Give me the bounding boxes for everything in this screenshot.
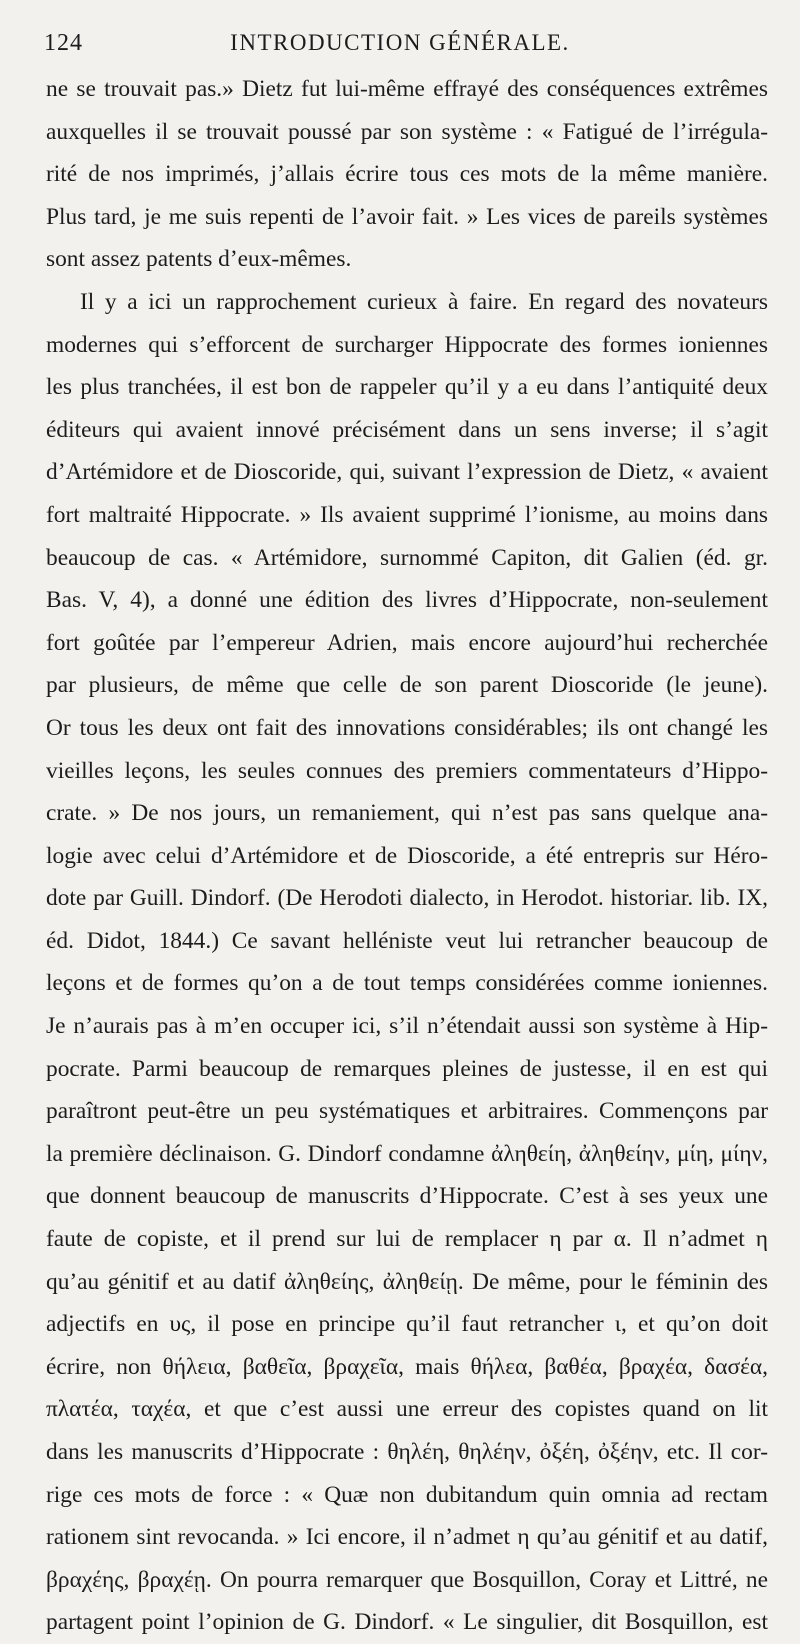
text-line: beaucoup de cas. « Artémidore, surnommé Capiton, dit Galien (éd. gr. (46, 544, 768, 571)
text-line: partagent point l’opinion de G. Dindorf. « Le singulier, dit Bosquillon, est (46, 1609, 768, 1636)
text-line: Or tous les deux ont fait des innovations considérables; ils ont changé les (46, 714, 768, 741)
text-line: modernes qui s’efforcent de surcharger Hippocrate des formes ioniennes (46, 331, 768, 358)
text-line: Bas. V, 4), a donné une édition des livres d’Hippocrate, non-seulement (46, 587, 768, 614)
text-line: rationem sint revocanda. » Ici encore, il n’admet η qu’au génitif et au datif, (46, 1524, 768, 1551)
text-line: Je n’aurais pas à m’en occuper ici, s’il n’étendait aussi son système à Hip- (46, 1013, 768, 1040)
text-line: qu’au génitif et au datif ἀληθείης, ἀληθείῃ. De même, pour le féminin des (46, 1268, 768, 1295)
text-line: logie avec celui d’Artémidore et de Dioscoride, a été entrepris sur Héro- (46, 842, 768, 869)
text-line: sont assez patents d’eux-mêmes. (46, 246, 352, 273)
text-line: dote par Guill. Dindorf. (De Herodoti dialecto, in Herodot. historiar. lib. IX, (46, 885, 768, 912)
text-line: ne se trouvait pas.» Dietz fut lui-même effrayé des conséquences extrêmes (46, 76, 768, 102)
running-title: INTRODUCTION GÉNÉRALE. (230, 30, 570, 55)
text-line: rige ces mots de force : « Quæ non dubitandum quin omnia ad rectam (46, 1481, 768, 1508)
text-line: éditeurs qui avaient innové précisément dans un sens inverse; il s’agit (46, 416, 768, 443)
text-line: écrire, non θήλεια, βαθεῖα, βραχεῖα, mais θήλεα, βαθέα, βραχέα, δασέα, (46, 1353, 768, 1380)
text-line: que donnent beaucoup de manuscrits d’Hippocrate. C’est à ses yeux une (46, 1183, 768, 1210)
text-line: d’Artémidore et de Dioscoride, qui, suivant l’expression de Dietz, « avaient (46, 459, 768, 486)
text-line: vieilles leçons, les seules connues des premiers commentateurs d’Hippo- (46, 757, 768, 784)
text-line: Il y a ici un rapprochement curieux à faire. En regard des novateurs (80, 288, 768, 315)
body-text (46, 68, 768, 1644)
text-line: par plusieurs, de même que celle de son parent Dioscoride (le jeune). (46, 672, 768, 699)
text-line: pocrate. Parmi beaucoup de remarques pleines de justesse, il en est qui (46, 1055, 768, 1082)
page-number: 124 (44, 30, 83, 56)
text-line: fort maltraité Hippocrate. » Ils avaient supprimé l’ionisme, au moins dans (46, 501, 768, 528)
text-line: paraîtront peut-être un peu systématiques et arbitraires. Commençons par (46, 1098, 768, 1125)
text-line: πλατέα, ταχέα, et que c’est aussi une erreur des copistes quand on lit (46, 1396, 768, 1423)
text-line: auxquelles il se trouvait poussé par son système : « Fatigué de l’irrégula- (46, 118, 768, 145)
text-line: éd. Didot, 1844.) Ce savant helléniste veut lui retrancher beaucoup de (46, 927, 768, 954)
text-line: les plus tranchées, il est bon de rappeler qu’il y a eu dans l’antiquité deux (46, 374, 768, 401)
text-line: rité de nos imprimés, j’allais écrire tous ces mots de la même manière. (46, 161, 768, 188)
text-line: adjectifs en υς, il pose en principe qu’il faut retrancher ι, et qu’on doit (46, 1311, 768, 1338)
text-line: faute de copiste, et il prend sur lui de remplacer η par α. Il n’admet η (46, 1226, 768, 1253)
text-line: la première déclinaison. G. Dindorf condamne ἀληθείη, ἀληθείην, μίη, μίην, (46, 1140, 768, 1167)
text-line: dans les manuscrits d’Hippocrate : θηλέη, θηλέην, ὀξέη, ὀξέην, etc. Il cor- (46, 1439, 768, 1465)
page-header (44, 26, 756, 66)
text-line: leçons et de formes qu’on a de tout temps considérées comme ioniennes. (46, 970, 768, 997)
text-line: Plus tard, je me suis repenti de l’avoir fait. » Les vices de pareils systèmes (46, 203, 768, 230)
text-line: crate. » De nos jours, un remaniement, qui n’est pas sans quelque ana- (46, 800, 768, 827)
text-line: βραχέης, βραχέῃ. On pourra remarquer que Bosquillon, Coray et Littré, ne (46, 1566, 768, 1593)
text-line: fort goûtée par l’empereur Adrien, mais encore aujourd’hui recherchée (46, 629, 768, 656)
